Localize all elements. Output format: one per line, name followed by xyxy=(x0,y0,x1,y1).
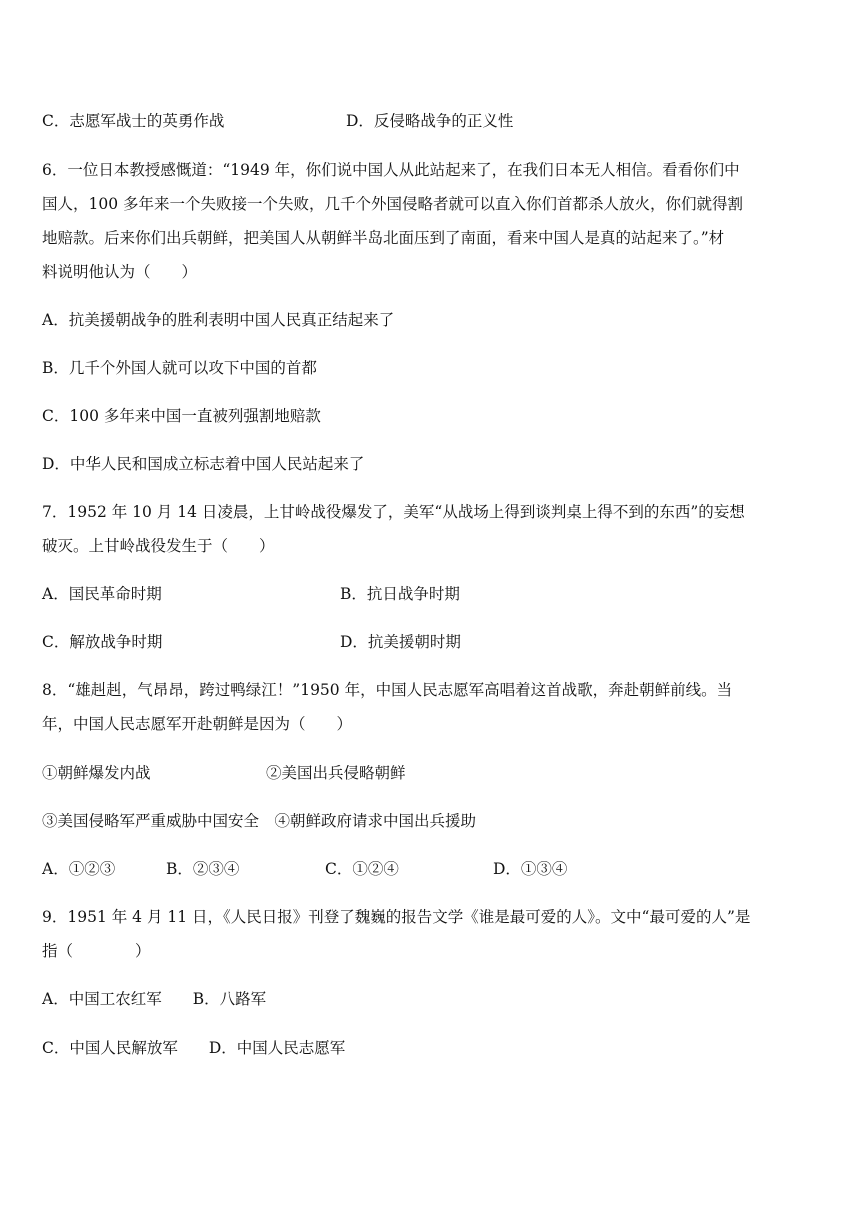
question-6-option-d: D．中华人民和国成立标志着中国人民站起来了 xyxy=(42,455,365,473)
question-8-statements-12 xyxy=(42,763,822,783)
question-5-options-cd xyxy=(42,111,822,131)
question-9-options-cd: C．中国人民解放军 D．中国人民志愿军 xyxy=(42,1039,346,1057)
question-8-options xyxy=(42,859,822,879)
question-9-stem-line-1: 9．1951 年 4 月 11 日，《人民日报》刊登了魏巍的报告文学《谁是最可爱的人》。文中“最可爱的人”是 xyxy=(42,908,751,926)
option-c: C．解放战争时期 xyxy=(42,633,163,651)
statement-1: ①朝鲜爆发内战 xyxy=(42,764,151,782)
statement-2: ②美国出兵侵略朝鲜 xyxy=(266,764,406,782)
option-c: C．①②④ xyxy=(325,860,399,878)
question-6-option-c: C．100 多年来中国一直被列强割地赔款 xyxy=(42,407,321,425)
question-8-stem-line-2: 年，中国人民志愿军开赴朝鲜是因为（ ） xyxy=(42,715,353,733)
question-7-stem-line-1: 7．1952 年 10 月 14 日凌晨，上甘岭战役爆发了，美军“从战场上得到谈判桌上得不到的东西”的妄想 xyxy=(42,503,745,521)
question-8-statements-34: ③美国侵略军严重威胁中国安全 ④朝鲜政府请求中国出兵援助 xyxy=(42,812,477,830)
option-c: C．志愿军战士的英勇作战 xyxy=(42,112,225,130)
option-d: D．①③④ xyxy=(493,860,568,878)
question-6-stem-line-1: 6．一位日本教授感慨道：“1949 年，你们说中国人从此站起来了，在我们日本无人相信。看看你们中 xyxy=(42,161,740,179)
question-7-options-cd xyxy=(42,632,822,652)
question-6-option-a: A．抗美援朝战争的胜利表明中国人民真正结起来了 xyxy=(42,311,395,329)
option-d: D．抗美援朝时期 xyxy=(340,633,461,651)
option-b: B．抗日战争时期 xyxy=(340,585,460,603)
option-a: A．国民革命时期 xyxy=(42,585,162,603)
question-6-stem-line-3: 地赔款。后来你们出兵朝鲜，把美国人从朝鲜半岛北面压到了南面，看来中国人是真的站起来了。”材 xyxy=(42,229,725,247)
option-b: B．②③④ xyxy=(166,860,240,878)
question-9-stem-line-2: 指（ ） xyxy=(42,942,151,960)
question-8-stem-line-1: 8．“雄赳赳，气昂昂，跨过鸭绿江！”1950 年，中国人民志愿军高唱着这首战歌，奔赴朝鲜前线。当 xyxy=(42,681,733,699)
question-6-option-b: B．几千个外国人就可以攻下中国的首都 xyxy=(42,359,317,377)
question-6-stem-line-4: 料说明他认为（ ） xyxy=(42,263,198,281)
option-d: D．反侵略战争的正义性 xyxy=(346,112,514,130)
question-7-stem-line-2: 破灭。上甘岭战役发生于（ ） xyxy=(42,537,275,555)
question-9-options-ab: A．中国工农红军 B．八路军 xyxy=(42,990,267,1008)
question-7-options-ab xyxy=(42,584,822,604)
question-6-stem-line-2: 国人，100 多年来一个失败接一个失败，几千个外国侵略者就可以直入你们首都杀人放火，你们就得割 xyxy=(42,195,744,213)
option-a: A．①②③ xyxy=(42,860,116,878)
